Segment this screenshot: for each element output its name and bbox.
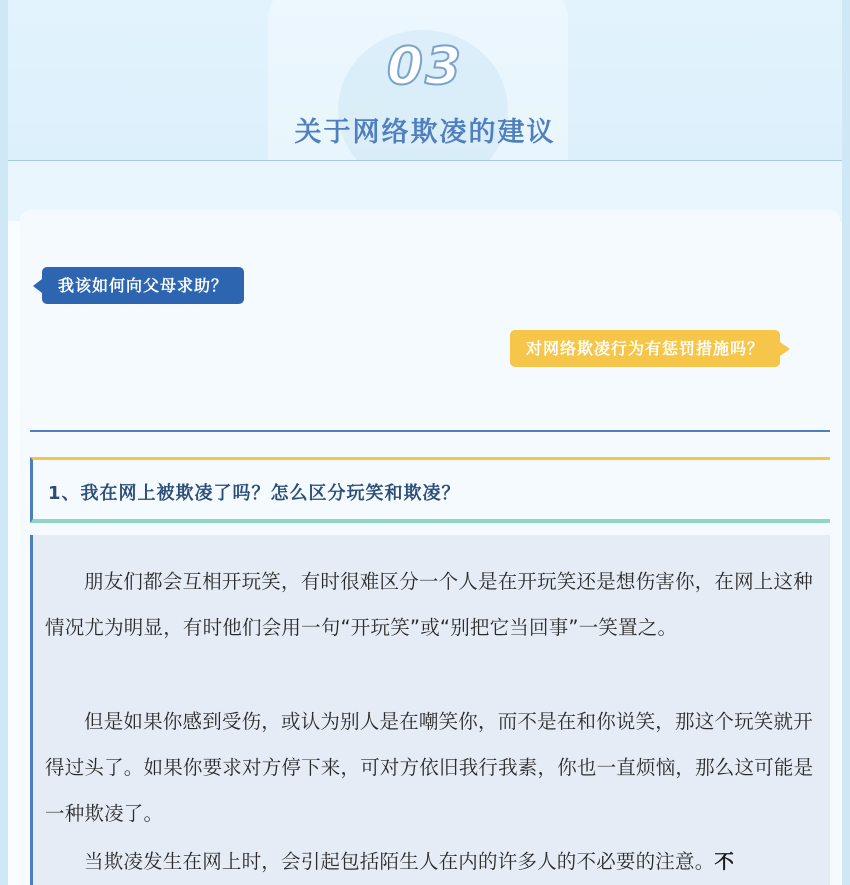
question-heading: 1、我在网上被欺凌了吗？怎么区分玩笑和欺凌？ (48, 483, 461, 504)
answer-paragraph-2: 但是如果你感到受伤，或认为别人是在嘲笑你，而不是在和你说笑，那这个玩笑就开得过头了。如果你要求对方停下来，可对方依旧我行我素，你也一直烦恼，那么这可能是一种欺凌了。 (45, 710, 814, 825)
answer-paragraph-3 (45, 839, 831, 885)
question-heading-box (30, 457, 830, 523)
answer-panel (30, 535, 830, 885)
answer-paragraph-1: 朋友们都会互相开玩笑，有时很难区分一个人是在开玩笑还是想伤害你，在网上这种情况尤为明显，有时他们会用一句“开玩笑”或“别把它当回事”一笑置之。 (45, 570, 813, 639)
left-edge-stripe (0, 0, 8, 885)
section-header (8, 0, 842, 161)
right-edge-stripe (842, 0, 850, 885)
divider-line (30, 430, 830, 432)
answer-paragraph-3-text: 当欺凌发生在网上时，会引起包括陌生人在内的许多人的不必要的注意。 (84, 850, 715, 873)
section-title: 关于网络欺凌的建议 (294, 117, 556, 148)
section-number: 03 (386, 37, 464, 97)
answer-paragraph-3-bold: 不 (714, 850, 735, 873)
question-bubble-punishment[interactable]: 对网络欺凌行为有惩罚措施吗？ (510, 330, 780, 367)
question-bubble-parents[interactable]: 我该如何向父母求助？ (42, 267, 244, 304)
